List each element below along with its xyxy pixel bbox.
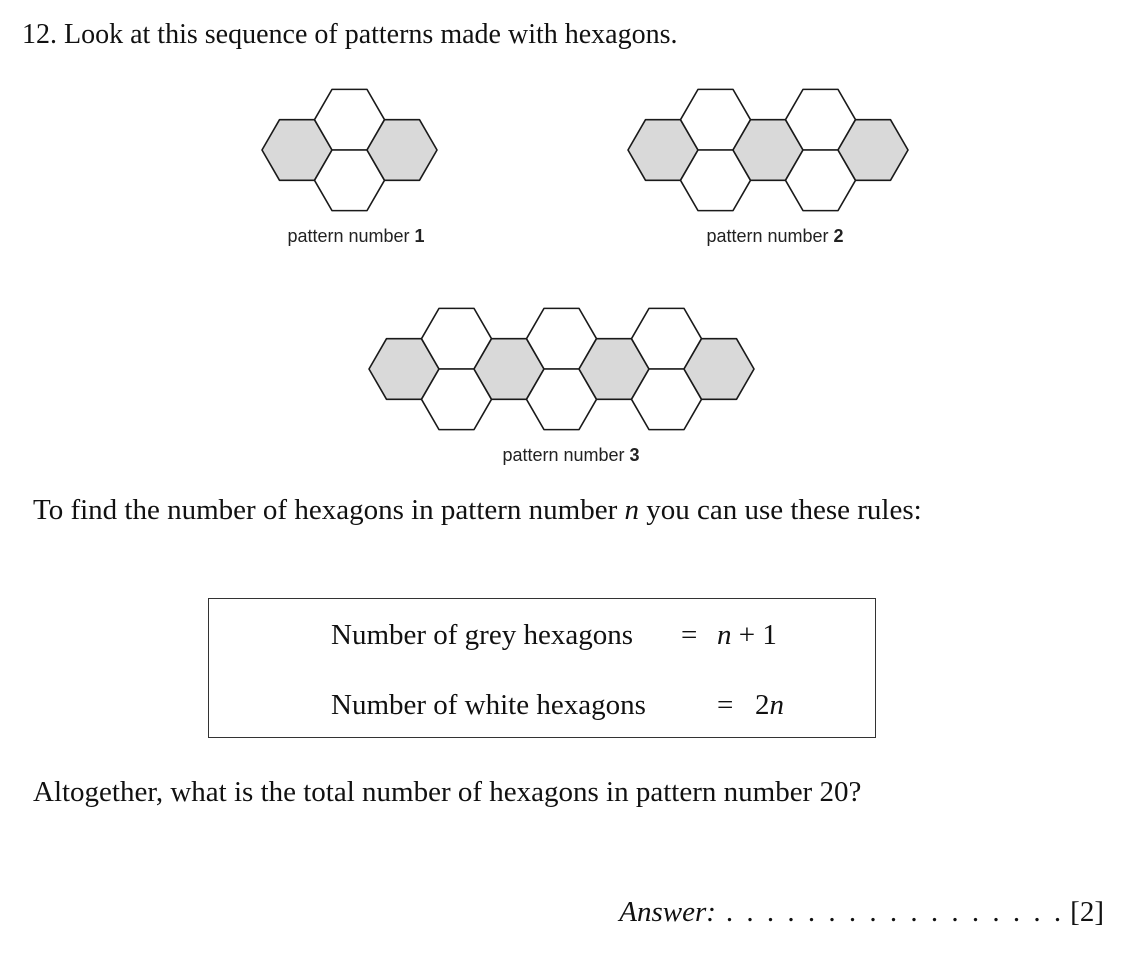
question-heading (22, 16, 678, 54)
pattern-2-caption (706, 225, 843, 247)
pattern-1-caption-label: pattern number (287, 226, 410, 246)
answer-line (619, 892, 1104, 932)
marks-label: [2] (1070, 896, 1104, 928)
rules-intro-before: To find the number of hexagons in pattern number (33, 494, 618, 526)
rule-grey-rest: + 1 (731, 619, 777, 651)
pattern-2-diagram (616, 80, 926, 220)
rules-intro-variable: n (624, 494, 640, 526)
answer-label: Answer: (619, 896, 716, 928)
rule-white-prefix: 2 (755, 689, 770, 721)
rule-white (209, 687, 877, 723)
rule-grey-expression (717, 617, 777, 653)
question-prompt: Altogether, what is the total number of hexagons in pattern number 20? (33, 776, 862, 808)
question-number: 12. (22, 19, 57, 50)
rule-grey (209, 617, 877, 653)
pattern-1-diagram (250, 80, 450, 220)
pattern-3-caption-number: 3 (629, 445, 640, 465)
rule-white-label: Number of white hexagons (331, 689, 646, 721)
question-text: Look at this sequence of patterns made with hexagons. (64, 19, 678, 50)
rule-white-equals: = (717, 689, 734, 721)
rule-grey-variable: n (717, 619, 732, 651)
pattern-3-diagram (357, 299, 777, 439)
rule-white-variable: n (769, 689, 784, 721)
rule-grey-equals: = (681, 619, 698, 651)
pattern-2-caption-label: pattern number (706, 226, 829, 246)
pattern-3-caption-label: pattern number (502, 445, 625, 465)
answer-dots[interactable]: . . . . . . . . . . . . . . . . . (725, 896, 1065, 928)
rules-intro (33, 490, 1013, 530)
rule-white-expression (755, 687, 784, 723)
pattern-3-caption (502, 444, 639, 466)
rule-grey-label: Number of grey hexagons (331, 619, 633, 651)
pattern-1-caption-number: 1 (414, 226, 425, 246)
rules-box (208, 598, 876, 738)
pattern-2-caption-number: 2 (833, 226, 844, 246)
rules-intro-after: you can use these rules: (646, 494, 922, 526)
pattern-1-caption (287, 225, 424, 247)
